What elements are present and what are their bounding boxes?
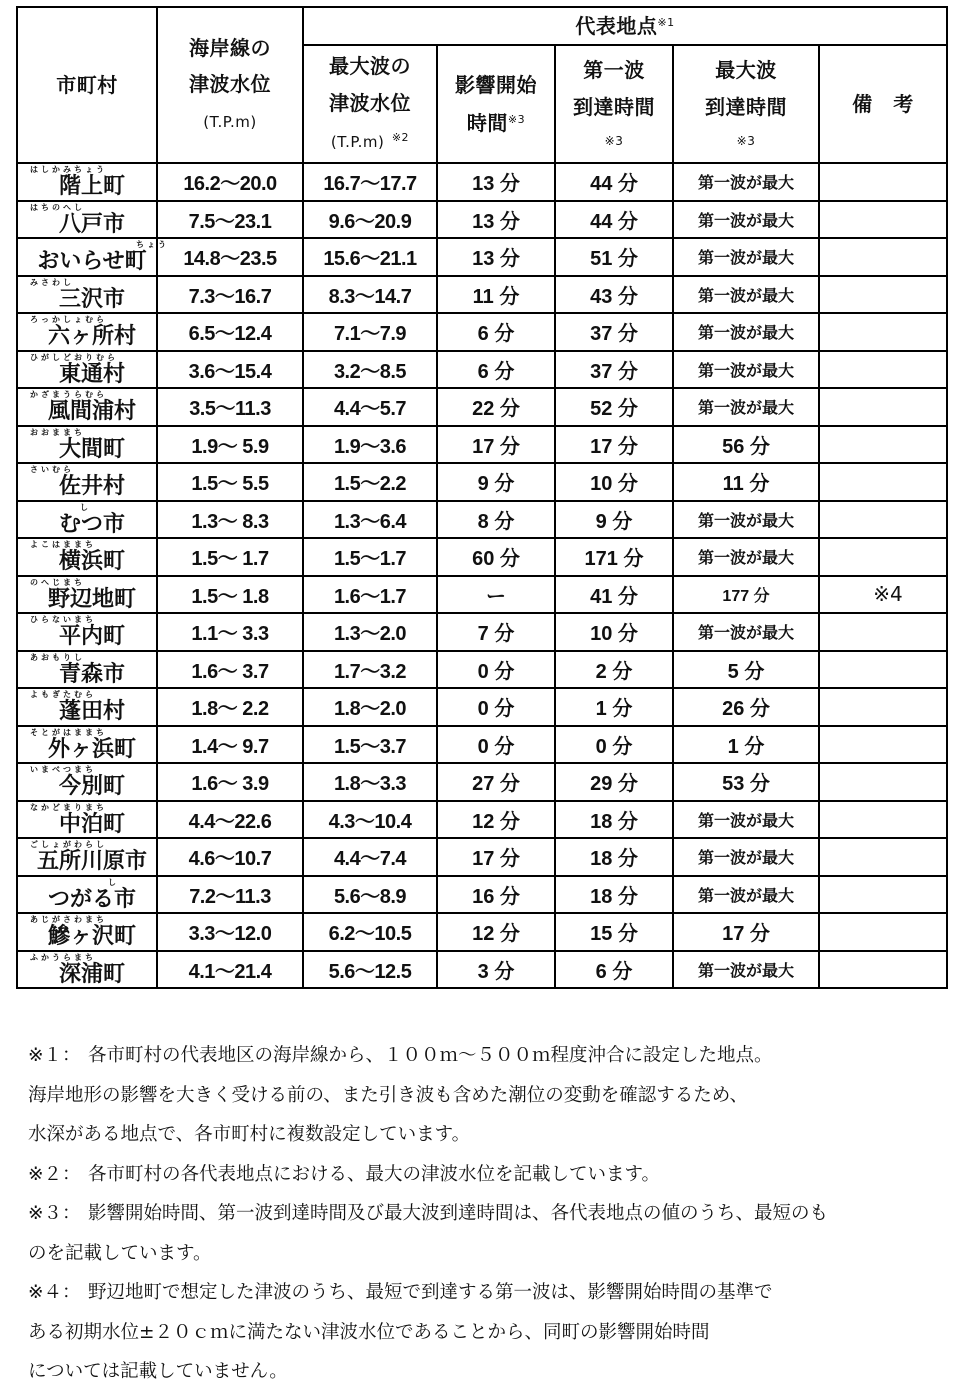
impact-start-cell: 0 分 bbox=[437, 688, 555, 726]
max-wave-arrival-cell: 53 分 bbox=[673, 763, 819, 801]
remarks-cell bbox=[819, 313, 947, 351]
remarks-cell: ※4 bbox=[819, 576, 947, 614]
remarks-cell bbox=[819, 426, 947, 464]
header-first-wave-arrival: 第一波 到達時間 ※3 bbox=[555, 45, 673, 163]
coast-level-cell: 7.5〜23.1 bbox=[157, 201, 303, 239]
municipality-cell bbox=[17, 726, 157, 764]
footnote-text: 海岸地形の影響を大きく受ける前の、また引き波も含めた潮位の変動を確認するため、 bbox=[28, 1084, 749, 1106]
table-row bbox=[17, 876, 947, 914]
impact-start-cell: ー bbox=[437, 576, 555, 614]
municipality-name: おいらせ町 bbox=[37, 248, 147, 274]
table-row bbox=[17, 951, 947, 989]
municipality-cell bbox=[17, 576, 157, 614]
first-wave-arrival-cell: 171 分 bbox=[555, 538, 673, 576]
impact-start-cell: 7 分 bbox=[437, 613, 555, 651]
table-row bbox=[17, 613, 947, 651]
municipality-name: 風間浦村 bbox=[47, 398, 136, 424]
max-wave-level-cell: 1.6〜1.7 bbox=[303, 576, 437, 614]
municipality-cell bbox=[17, 913, 157, 951]
footnote-line bbox=[28, 1155, 948, 1195]
first-wave-arrival-cell: 9 分 bbox=[555, 501, 673, 539]
table-row bbox=[17, 163, 947, 201]
municipality-cell bbox=[17, 276, 157, 314]
max-wave-level-cell: 1.9〜3.6 bbox=[303, 426, 437, 464]
impact-start-cell: 27 分 bbox=[437, 763, 555, 801]
furigana: なかどまりまち bbox=[30, 802, 107, 812]
max-wave-arrival-cell: 第一波が最大 bbox=[673, 238, 819, 276]
coast-level-cell: 1.8〜 2.2 bbox=[157, 688, 303, 726]
max-wave-level-cell: 6.2〜10.5 bbox=[303, 913, 437, 951]
coast-level-cell: 1.5〜 1.7 bbox=[157, 538, 303, 576]
furigana: し bbox=[108, 877, 119, 887]
coast-level-cell: 14.8〜23.5 bbox=[157, 238, 303, 276]
table-row bbox=[17, 838, 947, 876]
first-wave-arrival-cell: 37 分 bbox=[555, 351, 673, 389]
municipality-cell bbox=[17, 163, 157, 201]
header-remarks: 備 考 bbox=[819, 45, 947, 163]
max-wave-arrival-cell: 第一波が最大 bbox=[673, 163, 819, 201]
furigana: さいむら bbox=[30, 465, 74, 474]
footnote-mark: ※２： bbox=[28, 1163, 81, 1185]
coast-level-cell: 7.3〜16.7 bbox=[157, 276, 303, 314]
first-wave-arrival-cell: 10 分 bbox=[555, 463, 673, 501]
first-wave-arrival-cell: 0 分 bbox=[555, 726, 673, 764]
municipality-name: 八戸市 bbox=[58, 210, 125, 236]
max-wave-arrival-cell: 11 分 bbox=[673, 463, 819, 501]
municipality-name: 三沢市 bbox=[58, 285, 125, 311]
first-wave-arrival-cell: 10 分 bbox=[555, 613, 673, 651]
municipality-cell bbox=[17, 201, 157, 239]
remarks-cell bbox=[819, 351, 947, 389]
table-row bbox=[17, 688, 947, 726]
municipality-name: 五所川原市 bbox=[36, 848, 147, 874]
footnote-line bbox=[28, 1313, 948, 1353]
municipality-cell bbox=[17, 463, 157, 501]
footnote-line bbox=[28, 1036, 948, 1076]
coast-level-cell: 1.1〜 3.3 bbox=[157, 613, 303, 651]
footnote-line bbox=[28, 1352, 948, 1392]
municipality-cell bbox=[17, 501, 157, 539]
table-row bbox=[17, 576, 947, 614]
table-row bbox=[17, 463, 947, 501]
furigana: ちょう bbox=[136, 240, 169, 249]
remarks-cell bbox=[819, 801, 947, 839]
municipality-cell bbox=[17, 763, 157, 801]
max-wave-arrival-cell: 第一波が最大 bbox=[673, 838, 819, 876]
first-wave-arrival-cell: 18 分 bbox=[555, 801, 673, 839]
municipality-name: 中泊町 bbox=[58, 810, 125, 836]
municipality-name: 青森市 bbox=[58, 660, 125, 686]
max-wave-arrival-cell: 177 分 bbox=[673, 576, 819, 614]
footnotes bbox=[28, 1036, 948, 1392]
first-wave-arrival-cell: 6 分 bbox=[555, 951, 673, 989]
impact-start-cell: 8 分 bbox=[437, 501, 555, 539]
municipality-name: 鰺ヶ沢町 bbox=[47, 923, 136, 949]
coast-level-cell: 4.4〜22.6 bbox=[157, 801, 303, 839]
table-row bbox=[17, 651, 947, 689]
remarks-cell bbox=[819, 163, 947, 201]
municipality-cell bbox=[17, 651, 157, 689]
impact-start-cell: 17 分 bbox=[437, 426, 555, 464]
footnote-mark: ※３： bbox=[28, 1203, 81, 1224]
furigana: ろっかしょむら bbox=[30, 315, 107, 324]
municipality-cell bbox=[17, 838, 157, 876]
municipality-cell bbox=[17, 238, 169, 276]
furigana: はしかみちょう bbox=[30, 165, 107, 174]
footnote-mark: ※４： bbox=[28, 1282, 81, 1303]
impact-start-cell: 22 分 bbox=[437, 388, 555, 426]
max-wave-level-cell: 7.1〜7.9 bbox=[303, 313, 437, 351]
max-wave-arrival-cell: 第一波が最大 bbox=[673, 501, 819, 539]
footnote-line bbox=[28, 1273, 948, 1313]
municipality-cell bbox=[17, 538, 157, 576]
table-row bbox=[17, 763, 947, 801]
municipality-cell bbox=[17, 951, 157, 989]
max-wave-arrival-cell: 5 分 bbox=[673, 651, 819, 689]
max-wave-level-cell: 4.4〜5.7 bbox=[303, 388, 437, 426]
first-wave-arrival-cell: 29 分 bbox=[555, 763, 673, 801]
footnote-text: 水深がある地点で、各市町村に複数設定しています。 bbox=[28, 1124, 471, 1145]
coast-level-cell: 7.2〜11.3 bbox=[157, 876, 303, 914]
max-wave-level-cell: 3.2〜8.5 bbox=[303, 351, 437, 389]
max-wave-level-cell: 1.3〜6.4 bbox=[303, 501, 437, 539]
furigana: はちのへし bbox=[30, 202, 85, 212]
first-wave-arrival-cell: 15 分 bbox=[555, 913, 673, 951]
header-max-wave-level: 最大波の 津波水位 (T.P.m) $^{※2}$ bbox=[303, 45, 437, 163]
furigana: よもぎたむら bbox=[30, 690, 96, 699]
municipality-name: 野辺地町 bbox=[47, 585, 136, 611]
furigana: し bbox=[80, 502, 91, 512]
max-wave-level-cell: 5.6〜8.9 bbox=[303, 876, 437, 914]
impact-start-cell: 0 分 bbox=[437, 726, 555, 764]
coast-level-cell: 4.6〜10.7 bbox=[157, 838, 303, 876]
impact-start-cell: 16 分 bbox=[437, 876, 555, 914]
first-wave-arrival-cell: 18 分 bbox=[555, 876, 673, 914]
footnote-text: については記載していません。 bbox=[28, 1361, 288, 1382]
footnote-line bbox=[28, 1076, 948, 1116]
first-wave-arrival-cell: 44 分 bbox=[555, 201, 673, 239]
impact-start-cell: 12 分 bbox=[437, 801, 555, 839]
impact-start-cell: 12 分 bbox=[437, 913, 555, 951]
max-wave-arrival-cell: 1 分 bbox=[673, 726, 819, 764]
municipality-name: 外ヶ浜町 bbox=[47, 735, 136, 761]
max-wave-arrival-cell: 第一波が最大 bbox=[673, 351, 819, 389]
coast-level-cell: 16.2〜20.0 bbox=[157, 163, 303, 201]
max-wave-level-cell: 1.5〜1.7 bbox=[303, 538, 437, 576]
table-row bbox=[17, 501, 947, 539]
first-wave-arrival-cell: 52 分 bbox=[555, 388, 673, 426]
municipality-cell bbox=[17, 801, 157, 839]
coast-level-cell: 1.3〜 8.3 bbox=[157, 501, 303, 539]
furigana: ひがしどおりむら bbox=[30, 352, 118, 362]
tsunami-table bbox=[16, 6, 948, 989]
header-max-wave-arrival: 最大波 到達時間 ※3 bbox=[673, 45, 819, 163]
table-row bbox=[17, 913, 947, 951]
municipality-cell bbox=[17, 351, 157, 389]
remarks-cell bbox=[819, 201, 947, 239]
coast-level-cell: 3.6〜15.4 bbox=[157, 351, 303, 389]
municipality-name: つがる市 bbox=[47, 885, 136, 911]
municipality-name: 横浜町 bbox=[58, 548, 125, 574]
max-wave-level-cell: 4.4〜7.4 bbox=[303, 838, 437, 876]
first-wave-arrival-cell: 41 分 bbox=[555, 576, 673, 614]
max-wave-arrival-cell: 26 分 bbox=[673, 688, 819, 726]
table-row bbox=[17, 426, 947, 464]
first-wave-arrival-cell: 17 分 bbox=[555, 426, 673, 464]
max-wave-arrival-cell: 第一波が最大 bbox=[673, 876, 819, 914]
coast-level-cell: 1.9〜 5.9 bbox=[157, 426, 303, 464]
furigana: よこはままち bbox=[30, 540, 96, 549]
furigana: かざまうらむら bbox=[30, 390, 107, 399]
remarks-cell bbox=[819, 763, 947, 801]
furigana: ふかうらまち bbox=[30, 952, 96, 962]
furigana: あおもりし bbox=[30, 652, 85, 662]
table-row bbox=[17, 276, 947, 314]
footnote-text: 野辺地町で想定した津波のうち、最短で到達する第一波は、影響開始時間の基準で bbox=[88, 1282, 773, 1303]
impact-start-cell: 13 分 bbox=[437, 201, 555, 239]
max-wave-arrival-cell: 第一波が最大 bbox=[673, 276, 819, 314]
max-wave-level-cell: 5.6〜12.5 bbox=[303, 951, 437, 989]
municipality-name: 深浦町 bbox=[58, 960, 125, 986]
first-wave-arrival-cell: 18 分 bbox=[555, 838, 673, 876]
max-wave-arrival-cell: 第一波が最大 bbox=[673, 388, 819, 426]
footnote-text: 各市町村の代表地区の海岸線から、１００ｍ〜５００ｍ程度沖合に設定した地点。 bbox=[88, 1045, 773, 1066]
coast-level-cell: 4.1〜21.4 bbox=[157, 951, 303, 989]
footnote-line bbox=[28, 1194, 948, 1234]
furigana: そとがはままち bbox=[30, 727, 107, 737]
remarks-cell bbox=[819, 913, 947, 951]
max-wave-level-cell: 1.5〜3.7 bbox=[303, 726, 437, 764]
remarks-cell bbox=[819, 613, 947, 651]
table-row bbox=[17, 726, 947, 764]
coast-level-cell: 1.6〜 3.9 bbox=[157, 763, 303, 801]
remarks-cell bbox=[819, 876, 947, 914]
footnote-line bbox=[28, 1115, 948, 1155]
municipality-name: 大間町 bbox=[58, 435, 125, 461]
max-wave-arrival-cell: 第一波が最大 bbox=[673, 613, 819, 651]
impact-start-cell: 6 分 bbox=[437, 313, 555, 351]
furigana: ごしょがわらし bbox=[30, 840, 107, 849]
municipality-name: むつ市 bbox=[58, 510, 125, 536]
furigana: いまべつまち bbox=[30, 765, 96, 774]
remarks-cell bbox=[819, 276, 947, 314]
coast-level-cell: 6.5〜12.4 bbox=[157, 313, 303, 351]
furigana: ひらないまち bbox=[30, 615, 96, 624]
municipality-name: 今別町 bbox=[58, 773, 125, 799]
footnote-text: ある初期水位±２０ｃｍに満たない津波水位であることから、同町の影響開始時間 bbox=[28, 1321, 710, 1343]
table-row bbox=[17, 238, 947, 276]
first-wave-arrival-cell: 37 分 bbox=[555, 313, 673, 351]
impact-start-cell: 13 分 bbox=[437, 238, 555, 276]
max-wave-arrival-cell: 第一波が最大 bbox=[673, 801, 819, 839]
max-wave-level-cell: 1.5〜2.2 bbox=[303, 463, 437, 501]
furigana: のへじまち bbox=[30, 577, 85, 587]
max-wave-level-cell: 1.8〜3.3 bbox=[303, 763, 437, 801]
header-representative-point: 代表地点$^{※1}$ bbox=[303, 7, 947, 45]
remarks-cell bbox=[819, 501, 947, 539]
furigana: あじがさわまち bbox=[30, 915, 107, 924]
footnote-line bbox=[28, 1234, 948, 1274]
municipality-name: 蓬田村 bbox=[58, 698, 125, 724]
coast-level-cell: 3.3〜12.0 bbox=[157, 913, 303, 951]
furigana: みさわし bbox=[30, 277, 74, 287]
header-municipality: 市町村 bbox=[17, 7, 157, 163]
max-wave-arrival-cell: 56 分 bbox=[673, 426, 819, 464]
max-wave-level-cell: 15.6〜21.1 bbox=[303, 238, 437, 276]
furigana: おおままち bbox=[30, 427, 85, 437]
max-wave-arrival-cell: 第一波が最大 bbox=[673, 313, 819, 351]
table-row bbox=[17, 801, 947, 839]
first-wave-arrival-cell: 44 分 bbox=[555, 163, 673, 201]
max-wave-arrival-cell: 17 分 bbox=[673, 913, 819, 951]
municipality-name: 東通村 bbox=[58, 360, 125, 386]
coast-level-cell: 1.5〜 1.8 bbox=[157, 576, 303, 614]
municipality-cell bbox=[17, 426, 157, 464]
municipality-cell bbox=[17, 313, 157, 351]
header-coast-level: 海岸線の 津波水位 (T.P.m) bbox=[157, 7, 303, 163]
table-row bbox=[17, 538, 947, 576]
max-wave-level-cell: 8.3〜14.7 bbox=[303, 276, 437, 314]
municipality-name: 平内町 bbox=[58, 623, 125, 649]
coast-level-cell: 1.5〜 5.5 bbox=[157, 463, 303, 501]
remarks-cell bbox=[819, 463, 947, 501]
remarks-cell bbox=[819, 388, 947, 426]
impact-start-cell: 17 分 bbox=[437, 838, 555, 876]
impact-start-cell: 11 分 bbox=[437, 276, 555, 314]
max-wave-level-cell: 1.8〜2.0 bbox=[303, 688, 437, 726]
impact-start-cell: 0 分 bbox=[437, 651, 555, 689]
first-wave-arrival-cell: 2 分 bbox=[555, 651, 673, 689]
remarks-cell bbox=[819, 726, 947, 764]
municipality-cell bbox=[17, 613, 157, 651]
remarks-cell bbox=[819, 538, 947, 576]
coast-level-cell: 1.4〜 9.7 bbox=[157, 726, 303, 764]
municipality-name: 佐井村 bbox=[58, 473, 125, 499]
coast-level-cell: 3.5〜11.3 bbox=[157, 388, 303, 426]
remarks-cell bbox=[819, 838, 947, 876]
municipality-cell bbox=[17, 688, 157, 726]
impact-start-cell: 3 分 bbox=[437, 951, 555, 989]
remarks-cell bbox=[819, 951, 947, 989]
municipality-cell bbox=[17, 388, 157, 426]
remarks-cell bbox=[819, 651, 947, 689]
max-wave-level-cell: 4.3〜10.4 bbox=[303, 801, 437, 839]
max-wave-arrival-cell: 第一波が最大 bbox=[673, 951, 819, 989]
footnote-text: 影響開始時間、第一波到達時間及び最大波到達時間は、各代表地点の値のうち、最短のも bbox=[88, 1203, 829, 1224]
max-wave-level-cell: 1.3〜2.0 bbox=[303, 613, 437, 651]
max-wave-arrival-cell: 第一波が最大 bbox=[673, 201, 819, 239]
max-wave-level-cell: 1.7〜3.2 bbox=[303, 651, 437, 689]
first-wave-arrival-cell: 43 分 bbox=[555, 276, 673, 314]
max-wave-level-cell: 9.6〜20.9 bbox=[303, 201, 437, 239]
footnote-text: のを記載しています。 bbox=[28, 1242, 212, 1264]
impact-start-cell: 6 分 bbox=[437, 351, 555, 389]
table-row bbox=[17, 388, 947, 426]
municipality-name: 階上町 bbox=[58, 173, 125, 199]
max-wave-arrival-cell: 第一波が最大 bbox=[673, 538, 819, 576]
table-body bbox=[17, 163, 947, 988]
impact-start-cell: 9 分 bbox=[437, 463, 555, 501]
municipality-name: 六ヶ所村 bbox=[47, 323, 136, 349]
municipality-cell bbox=[17, 876, 157, 914]
remarks-cell bbox=[819, 688, 947, 726]
footnote-text: 各市町村の各代表地点における、最大の津波水位を記載しています。 bbox=[88, 1163, 661, 1185]
first-wave-arrival-cell: 1 分 bbox=[555, 688, 673, 726]
table-row bbox=[17, 201, 947, 239]
table-row bbox=[17, 313, 947, 351]
impact-start-cell: 13 分 bbox=[437, 163, 555, 201]
first-wave-arrival-cell: 51 分 bbox=[555, 238, 673, 276]
footnote-mark: ※１： bbox=[28, 1045, 81, 1066]
remarks-cell bbox=[819, 238, 947, 276]
coast-level-cell: 1.6〜 3.7 bbox=[157, 651, 303, 689]
impact-start-cell: 60 分 bbox=[437, 538, 555, 576]
max-wave-level-cell: 16.7〜17.7 bbox=[303, 163, 437, 201]
header-impact-start: 影響開始 時間$^{※3}$ bbox=[437, 45, 555, 163]
table-row bbox=[17, 351, 947, 389]
